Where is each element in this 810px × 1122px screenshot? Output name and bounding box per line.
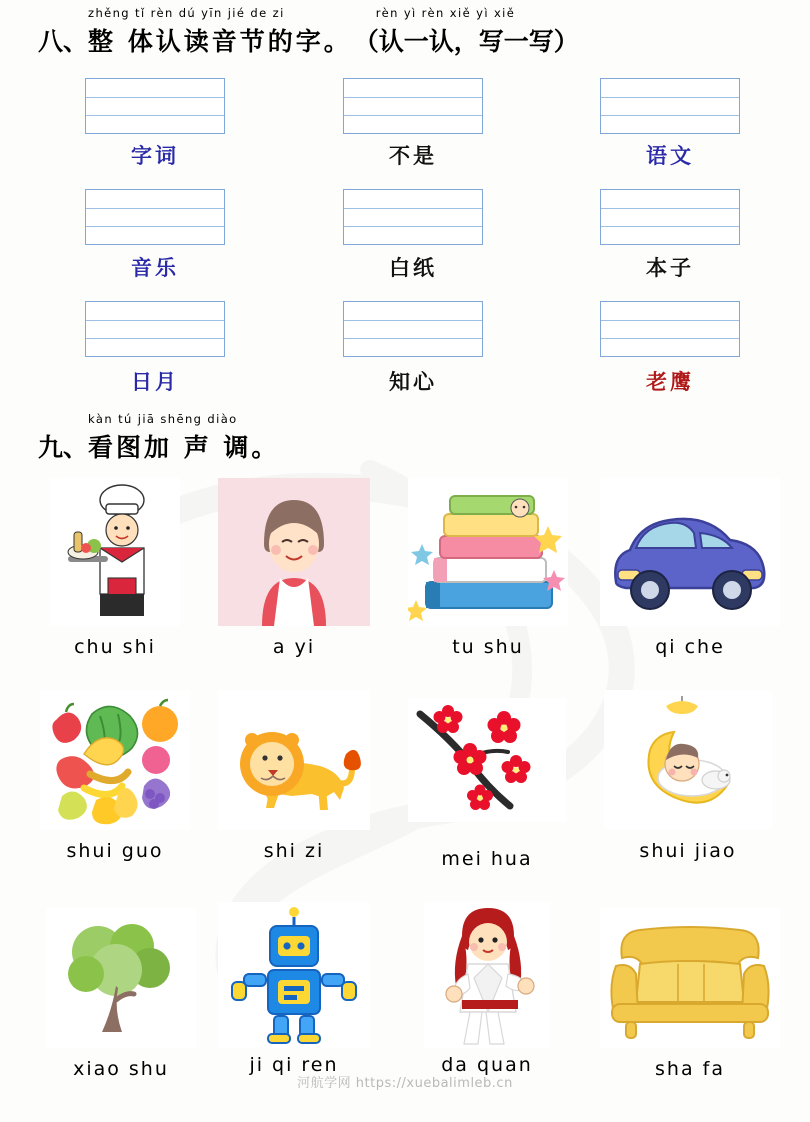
picture-item-xiao-shu: [46, 908, 196, 1080]
picture-frame: [408, 478, 568, 626]
tree-icon: [46, 908, 196, 1048]
section-8-paren-pinyin: rèn yì rèn xiě yì xiě: [375, 6, 516, 20]
section-8-heading: [38, 6, 579, 58]
books-icon: [408, 478, 568, 626]
picture-frame: [424, 902, 550, 1048]
section-8-paren-title: （认一认，写一写）: [353, 27, 579, 56]
picture-frame: [600, 478, 780, 626]
picture-item-shui-guo: [40, 690, 190, 862]
grid-line: [344, 226, 482, 227]
grid-line: [601, 208, 739, 209]
picture-item-shui-jiao: [604, 690, 772, 862]
section-8-paren-block: [353, 6, 579, 58]
picture-frame: [600, 908, 780, 1048]
picture-caption: tu shu: [452, 636, 524, 658]
picture-caption: chu shi: [74, 636, 156, 658]
grid-line: [344, 338, 482, 339]
picture-caption: shi zi: [263, 840, 325, 862]
word-label: 知心: [389, 370, 437, 394]
grid-line: [344, 208, 482, 209]
writing-box[interactable]: [600, 78, 740, 134]
writing-box[interactable]: [343, 301, 483, 357]
picture-item-tu-shu: [408, 478, 568, 658]
writing-box[interactable]: [343, 189, 483, 245]
grid-line: [86, 97, 224, 98]
picture-caption: da quan: [441, 1054, 533, 1076]
picture-item-da-quan: [424, 902, 550, 1076]
word-label: 不是: [389, 144, 437, 168]
picture-item-sha-fa: [600, 908, 780, 1080]
grid-line: [344, 97, 482, 98]
picture-frame: [218, 902, 370, 1048]
picture-caption: sha fa: [655, 1058, 725, 1080]
grid-line: [86, 320, 224, 321]
writing-box[interactable]: [343, 78, 483, 134]
grid-line: [601, 338, 739, 339]
plum-blossom-icon: [408, 698, 566, 822]
picture-frame: [40, 690, 190, 830]
word-label: 本子: [646, 256, 694, 280]
grid-line: [601, 226, 739, 227]
picture-item-mei-hua: [408, 698, 566, 870]
lion-icon: [218, 690, 370, 830]
grid-line: [86, 338, 224, 339]
section-9-heading: [38, 412, 280, 464]
picture-caption: ji qi ren: [249, 1054, 339, 1076]
grid-line: [86, 226, 224, 227]
grid-line: [601, 320, 739, 321]
writing-box[interactable]: [85, 189, 225, 245]
picture-caption: a yi: [272, 636, 316, 658]
writing-box[interactable]: [85, 78, 225, 134]
section-8-title-block: [88, 6, 352, 58]
writing-box[interactable]: [600, 189, 740, 245]
chef-icon: [50, 478, 180, 626]
section-8-pinyin: zhěng tǐ rèn dú yīn jié de zi: [88, 6, 285, 20]
picture-caption: xiao shu: [73, 1058, 169, 1080]
section-9-number: 九、: [38, 433, 89, 462]
picture-caption: mei hua: [441, 848, 533, 870]
robot-icon: [218, 902, 370, 1048]
grid-line: [86, 208, 224, 209]
section-8-number: 八、: [38, 27, 89, 56]
section-9-title: 看图加 声 调。: [88, 433, 280, 462]
grid-line: [344, 115, 482, 116]
picture-item-a-yi: [218, 478, 370, 658]
aunt-icon: [218, 478, 370, 626]
section-8-title: 整 体认读音节的字。: [88, 27, 352, 56]
picture-frame: [408, 698, 566, 822]
writing-box[interactable]: [600, 301, 740, 357]
sleeping-baby-icon: [604, 690, 772, 830]
word-label: 字词: [131, 144, 179, 168]
picture-frame: [50, 478, 180, 626]
word-label: 音乐: [131, 256, 179, 280]
writing-box[interactable]: [85, 301, 225, 357]
karate-girl-icon: [424, 902, 550, 1048]
word-label: 日月: [131, 370, 179, 394]
grid-line: [601, 97, 739, 98]
word-label: 老鹰: [646, 370, 694, 394]
picture-frame: [218, 690, 370, 830]
picture-caption: shui jiao: [639, 840, 737, 862]
grid-line: [344, 320, 482, 321]
picture-frame: [218, 478, 370, 626]
picture-caption: shui guo: [66, 840, 164, 862]
picture-item-ji-qi-ren: [218, 902, 370, 1076]
sofa-icon: [600, 908, 780, 1048]
word-label: 语文: [646, 144, 694, 168]
fruits-icon: [40, 690, 190, 830]
car-icon: [600, 478, 780, 626]
picture-caption: qi che: [655, 636, 725, 658]
picture-frame: [46, 908, 196, 1048]
picture-item-chu-shi: [50, 478, 180, 658]
grid-line: [601, 115, 739, 116]
word-label: 白纸: [389, 256, 437, 280]
picture-frame: [604, 690, 772, 830]
section-9-title-block: [88, 412, 280, 464]
picture-item-qi-che: [600, 478, 780, 658]
watermark: 河航学网 https://xuebalimleb.cn: [297, 1076, 513, 1091]
section-9-pinyin: kàn tú jiā shēng diào: [88, 412, 238, 426]
grid-line: [86, 115, 224, 116]
picture-item-shi-zi: [218, 690, 370, 862]
